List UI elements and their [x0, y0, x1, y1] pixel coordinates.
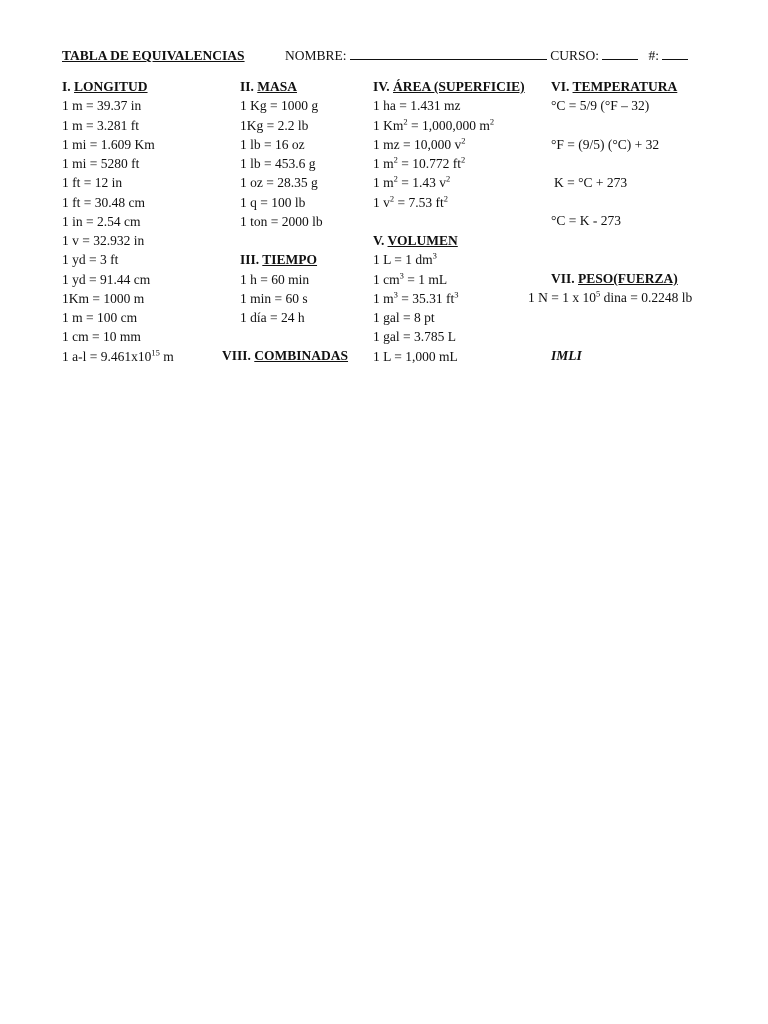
- section-heading-masa: [240, 77, 323, 96]
- equivalence-row: 1 $m^2 = 1.43$ $v^2$: [373, 173, 451, 191]
- section-title: TEMPERATURA: [572, 79, 678, 94]
- curso-blank[interactable]: [602, 48, 638, 60]
- section-number: I.: [62, 79, 71, 94]
- equivalence-row: 1 ft = 30.48 cm: [62, 194, 145, 210]
- student-info-fields: [285, 46, 688, 65]
- section-title: ÁREA (SUPERFICIE): [393, 79, 525, 94]
- equivalence-row: 1 ha = 1.431 mz: [373, 98, 461, 114]
- equivalence-row: 1 ton = 2000 lb: [240, 213, 323, 229]
- equivalence-row: 1 gal = 3.785 L: [373, 329, 456, 345]
- equivalence-row: °F = (9/5) (°C) + 32: [551, 137, 660, 152]
- equivalence-row-newton: 1 N = 1 x $10^5$ dina = 0.2248 lb: [528, 288, 693, 305]
- equivalence-row: 1 cm = 10 mm: [62, 329, 141, 345]
- equivalence-row: 1Kg = 2.2 lb: [240, 117, 309, 133]
- section-heading-longitud: [62, 77, 174, 96]
- equivalence-row: 1 min = 60 s: [240, 290, 308, 306]
- nombre-blank[interactable]: [350, 48, 547, 60]
- equivalence-row: 1 $m^2 = 10.772$ $ft^2$: [373, 154, 466, 171]
- footer-tag: IMLI: [551, 348, 582, 363]
- equivalence-row: 1 mi = 1.609 Km: [62, 136, 155, 152]
- equivalence-row: 1 in = 2.54 cm: [62, 213, 141, 229]
- section-title: LONGITUD: [74, 79, 148, 94]
- section-number: VI.: [551, 79, 570, 94]
- section-title: COMBINADAS: [254, 348, 349, 363]
- equivalence-row: 1 lb = 16 oz: [240, 136, 305, 152]
- nombre-label: NOMBRE:: [285, 48, 347, 63]
- section-number: VIII.: [222, 348, 251, 363]
- equivalence-row: °C = K - 273: [551, 213, 622, 228]
- equivalence-row: 1 q = 100 lb: [240, 194, 306, 210]
- equivalence-row: 1 ft = 12 in: [62, 175, 123, 191]
- equivalence-row: 1 L = 1 $dm^3$: [373, 250, 437, 268]
- equivalence-row: 1 día = 24 h: [240, 310, 305, 325]
- equivalence-row: K = °C + 273: [554, 175, 628, 190]
- equivalence-row: 1Km = 1000 m: [62, 290, 145, 306]
- equivalence-row-light-year: 1 $a-l = 9.461x10^{15}$ m: [62, 347, 174, 364]
- equivalence-row: 1 m = 3.281 ft: [62, 117, 139, 133]
- section-title: PESO(FUERZA): [578, 271, 678, 286]
- section-number: IV.: [373, 79, 390, 94]
- section-heading-combinadas: [222, 346, 348, 365]
- area-section: [373, 77, 525, 366]
- longitud-section: [62, 77, 174, 366]
- equivalence-row: 1 L = 1,000 mL: [373, 348, 458, 364]
- section-number: III.: [240, 252, 260, 268]
- section-number: V.: [373, 233, 385, 248]
- section-heading-temperatura: [551, 77, 677, 96]
- equivalence-row: 1 lb = 453.6 g: [240, 156, 316, 171]
- section-title: TIEMPO: [262, 252, 318, 268]
- equivalence-row: 1 v = 32.932 in: [62, 233, 145, 248]
- equivalence-row: 1 oz = 28.35 g: [240, 175, 318, 191]
- section-title: MASA: [257, 79, 298, 94]
- page-title: TABLA DE EQUIVALENCIAS: [62, 48, 245, 63]
- equivalence-row: 1 yd = 3 ft: [62, 252, 119, 268]
- section-number: II.: [240, 79, 254, 94]
- equivalence-row: 1 mz = 10,000 $v^2$: [373, 135, 466, 152]
- equivalence-row: 1 $m^3 = 35.31$ $ft^3$: [373, 289, 459, 306]
- spacer: [373, 212, 525, 231]
- numero-blank[interactable]: [662, 48, 688, 60]
- equivalence-row: 1 m = 100 cm: [62, 310, 138, 325]
- section-heading-volumen: [373, 231, 525, 250]
- equivalence-row: 1 yd = 91.44 cm: [62, 271, 151, 287]
- section-title: VOLUMEN: [387, 233, 458, 248]
- equivalence-row: 1 m = 39.37 in: [62, 98, 142, 114]
- equivalence-row: 1 $v^2 = 7.53$ $ft^2$: [373, 193, 448, 210]
- equivalence-row: 1 mi = 5280 ft: [62, 156, 140, 171]
- equivalence-row: 1 $Km^2 = 1,000,000$ $m^2$: [373, 116, 495, 133]
- curso-label: CURSO:: [550, 48, 600, 63]
- equivalence-row: 1 Kg = 1000 g: [240, 98, 319, 114]
- spacer: [240, 231, 323, 250]
- equivalence-row: °C = 5/9 (°F – 32): [551, 98, 650, 113]
- section-number: VII.: [551, 271, 575, 286]
- equivalence-row: 1 $cm^3 = 1$ mL: [373, 270, 448, 287]
- section-heading-peso: [551, 269, 678, 288]
- equivalence-row: 1 gal = 8 pt: [373, 310, 435, 325]
- numero-label: #:: [648, 48, 660, 63]
- equivalence-row: 1 h = 60 min: [240, 271, 310, 287]
- section-heading-tiempo: [240, 250, 323, 269]
- masa-section: [240, 77, 323, 327]
- section-heading-area: [373, 77, 525, 96]
